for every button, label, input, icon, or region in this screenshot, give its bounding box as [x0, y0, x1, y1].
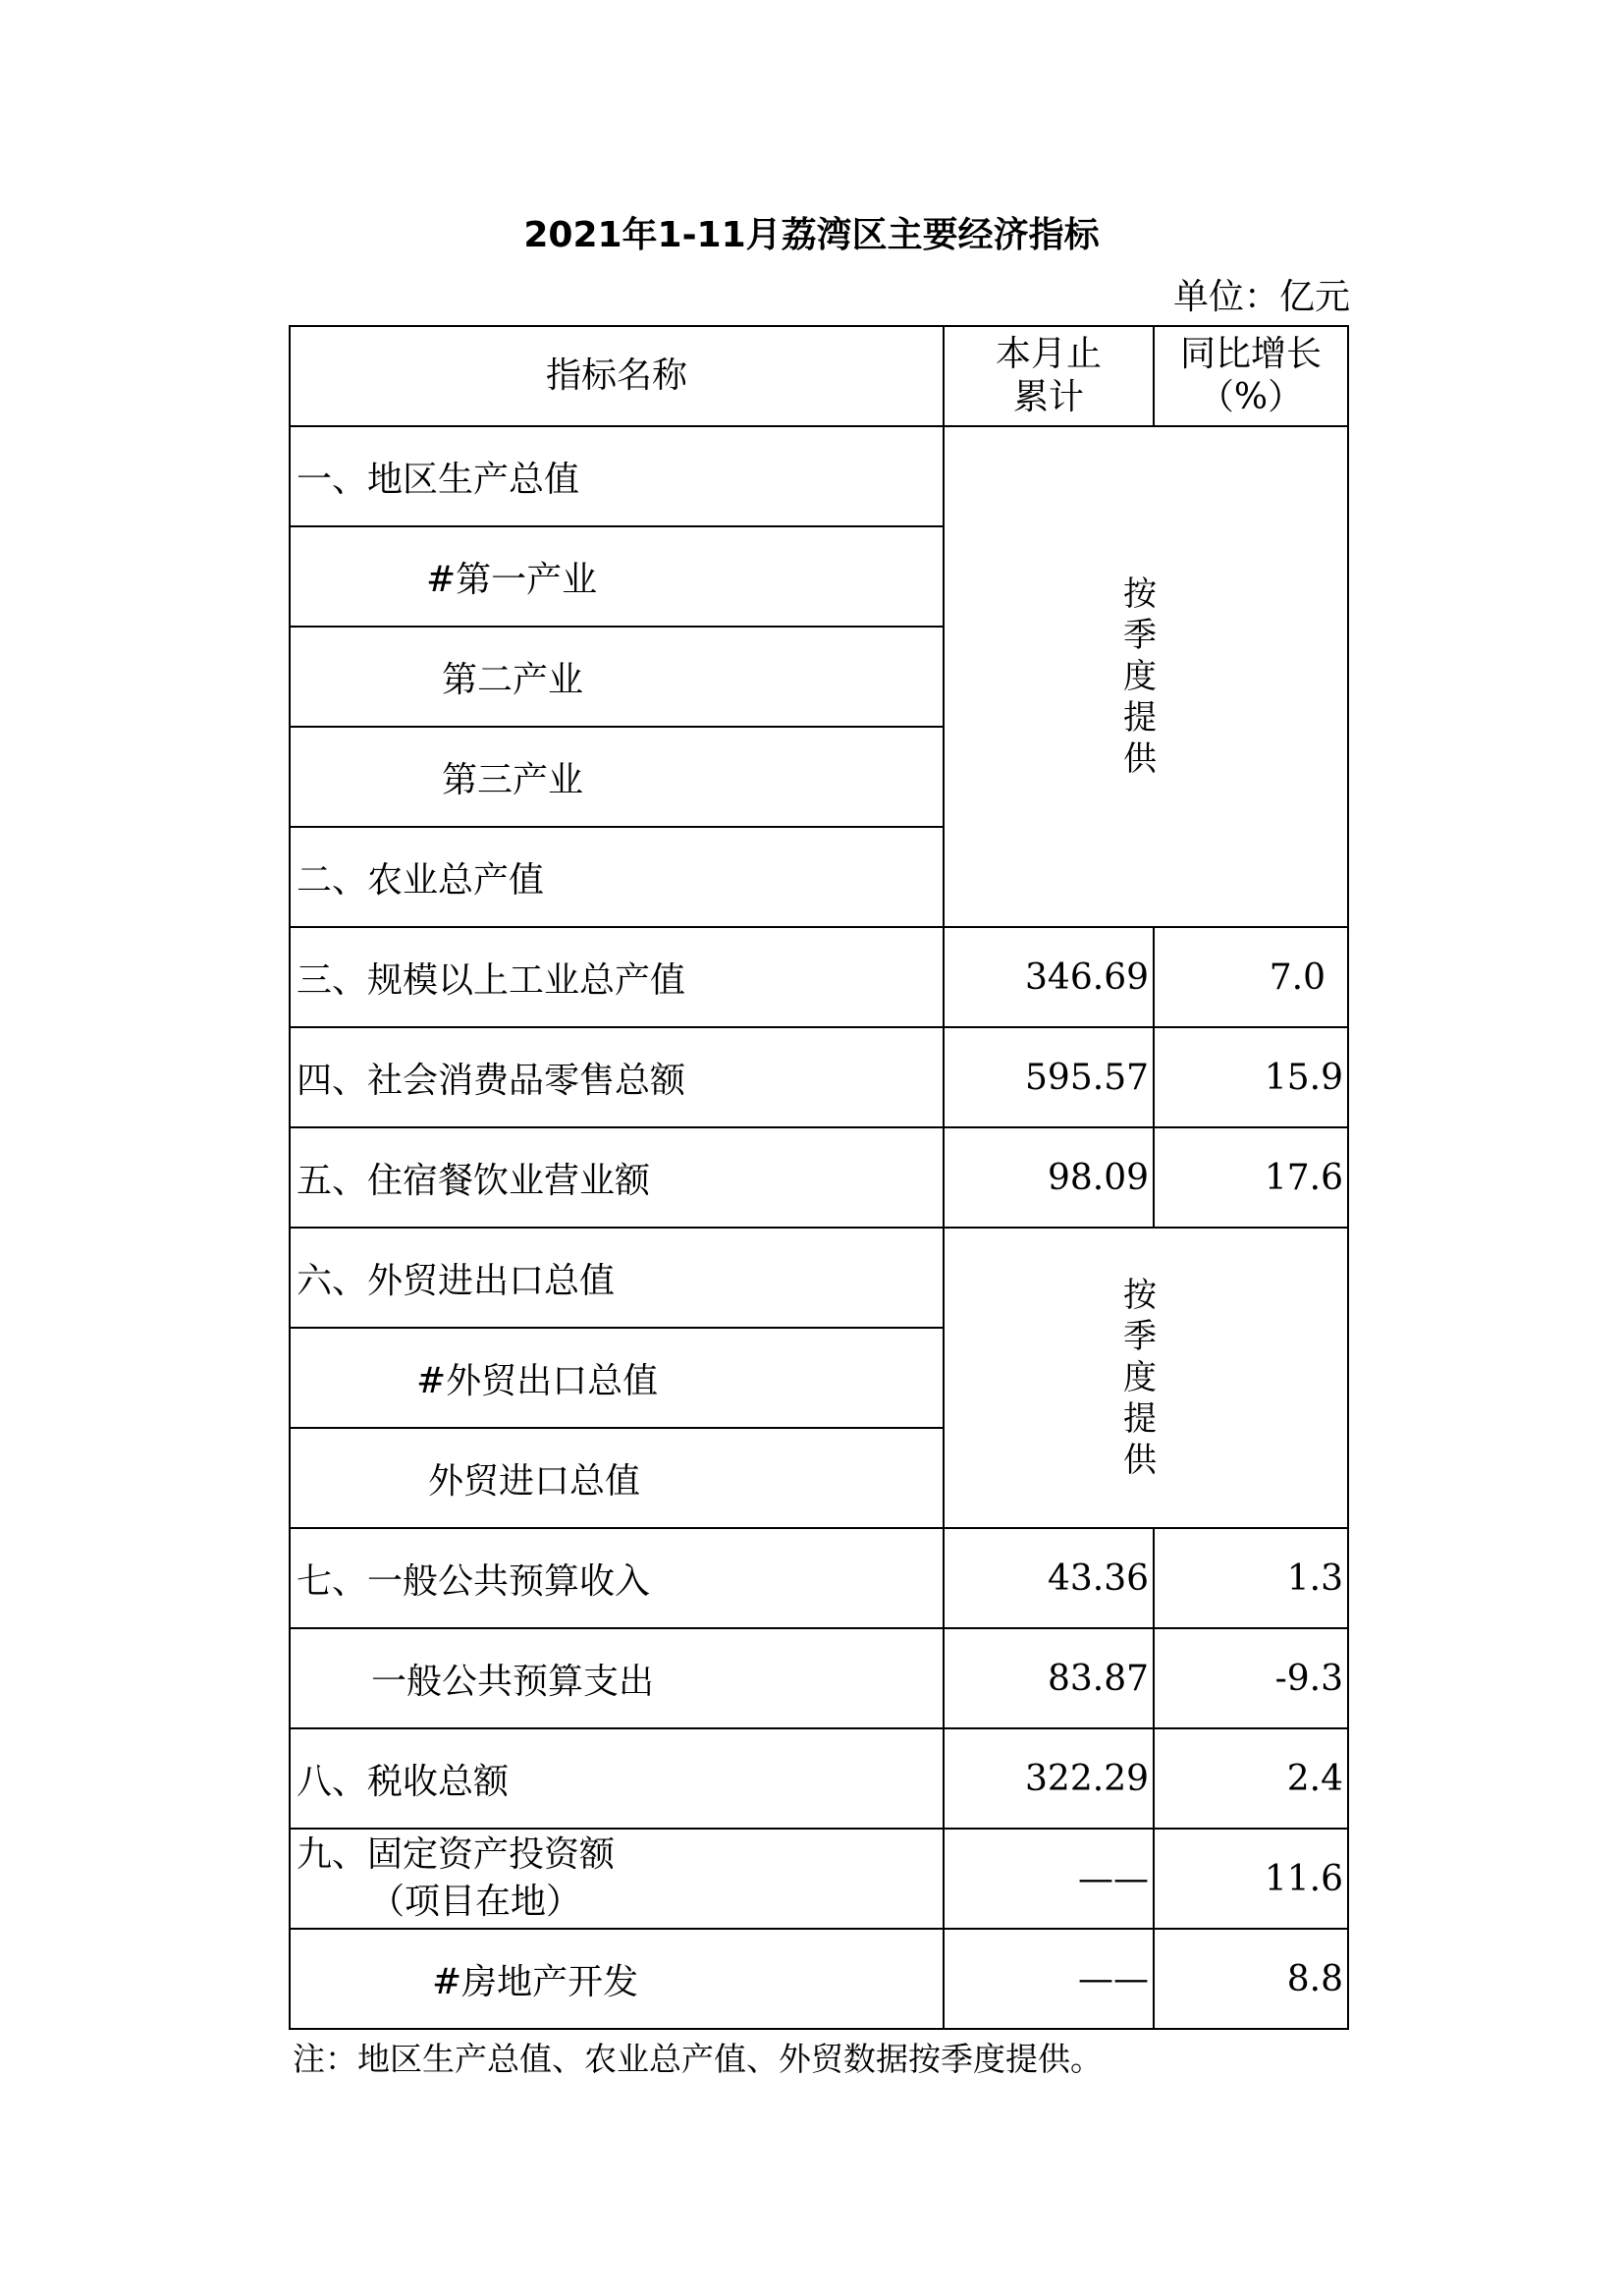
row-value: —— [944, 1829, 1154, 1929]
table-row [290, 1228, 1348, 1328]
row-name: 第二产业 [290, 627, 944, 727]
row-name-line1: 九、固定资产投资额 [297, 1834, 616, 1875]
table-row [290, 1929, 1348, 2029]
footnote: 注：地区生产总值、农业总产值、外贸数据按季度提供。 [293, 2040, 1103, 2078]
row-value: 98.09 [944, 1127, 1154, 1228]
row-name-line2: （项目在地） [369, 1882, 582, 1922]
row-name: 四、社会消费品零售总额 [290, 1027, 944, 1127]
header-value-line2: 累计 [1012, 377, 1084, 417]
table-row [290, 1027, 1348, 1127]
row-name: #第一产业 [290, 526, 944, 627]
row-value: 595.57 [944, 1027, 1154, 1127]
row-value: 322.29 [944, 1728, 1154, 1829]
quarterly-note-cell [944, 1228, 1348, 1528]
row-growth: 17.6 [1154, 1127, 1348, 1228]
table-header-row [290, 326, 1348, 426]
page-title: 2021年1-11月荔湾区主要经济指标 [523, 215, 1100, 255]
row-value: 43.36 [944, 1528, 1154, 1628]
table-row [290, 1829, 1348, 1929]
row-name [290, 1829, 944, 1929]
row-growth: -9.3 [1154, 1628, 1348, 1728]
row-name: 五、住宿餐饮业营业额 [290, 1127, 944, 1228]
table-row [290, 927, 1348, 1027]
header-value-line1: 本月止 [995, 334, 1102, 374]
row-name: #外贸出口总值 [290, 1328, 944, 1428]
row-growth: 7.0 [1154, 927, 1348, 1027]
row-name: 六、外贸进出口总值 [290, 1228, 944, 1328]
header-value [944, 326, 1154, 426]
row-name: 外贸进口总值 [290, 1428, 944, 1528]
table-row [290, 1127, 1348, 1228]
header-name-text: 指标名称 [545, 355, 687, 396]
header-name [290, 326, 944, 426]
table-row [290, 1528, 1348, 1628]
quarterly-note: 按季度提供 [1123, 574, 1157, 779]
row-name: 三、规模以上工业总产值 [290, 927, 944, 1027]
row-growth: 15.9 [1154, 1027, 1348, 1127]
row-value: 83.87 [944, 1628, 1154, 1728]
header-growth-line2: （%） [1198, 377, 1304, 417]
table-row [290, 1728, 1348, 1829]
row-name: #房地产开发 [290, 1929, 944, 2029]
header-growth [1154, 326, 1348, 426]
row-name: 第三产业 [290, 727, 944, 827]
row-growth: 2.4 [1154, 1728, 1348, 1829]
row-name: 一、地区生产总值 [290, 426, 944, 526]
header-growth-line1: 同比增长 [1179, 334, 1322, 374]
row-value: —— [944, 1929, 1154, 2029]
unit-label: 单位：亿元 [1172, 277, 1350, 317]
row-name: 八、税收总额 [290, 1728, 944, 1829]
table-row [290, 426, 1348, 526]
quarterly-note: 按季度提供 [1123, 1276, 1157, 1480]
row-name: 七、一般公共预算收入 [290, 1528, 944, 1628]
quarterly-note-cell [944, 426, 1348, 927]
row-growth: 11.6 [1154, 1829, 1348, 1929]
indicator-table [289, 325, 1349, 2030]
table-row [290, 1628, 1348, 1728]
row-value: 346.69 [944, 927, 1154, 1027]
row-growth: 8.8 [1154, 1929, 1348, 2029]
row-name: 二、农业总产值 [290, 827, 944, 927]
row-growth: 1.3 [1154, 1528, 1348, 1628]
row-name: 一般公共预算支出 [290, 1628, 944, 1728]
